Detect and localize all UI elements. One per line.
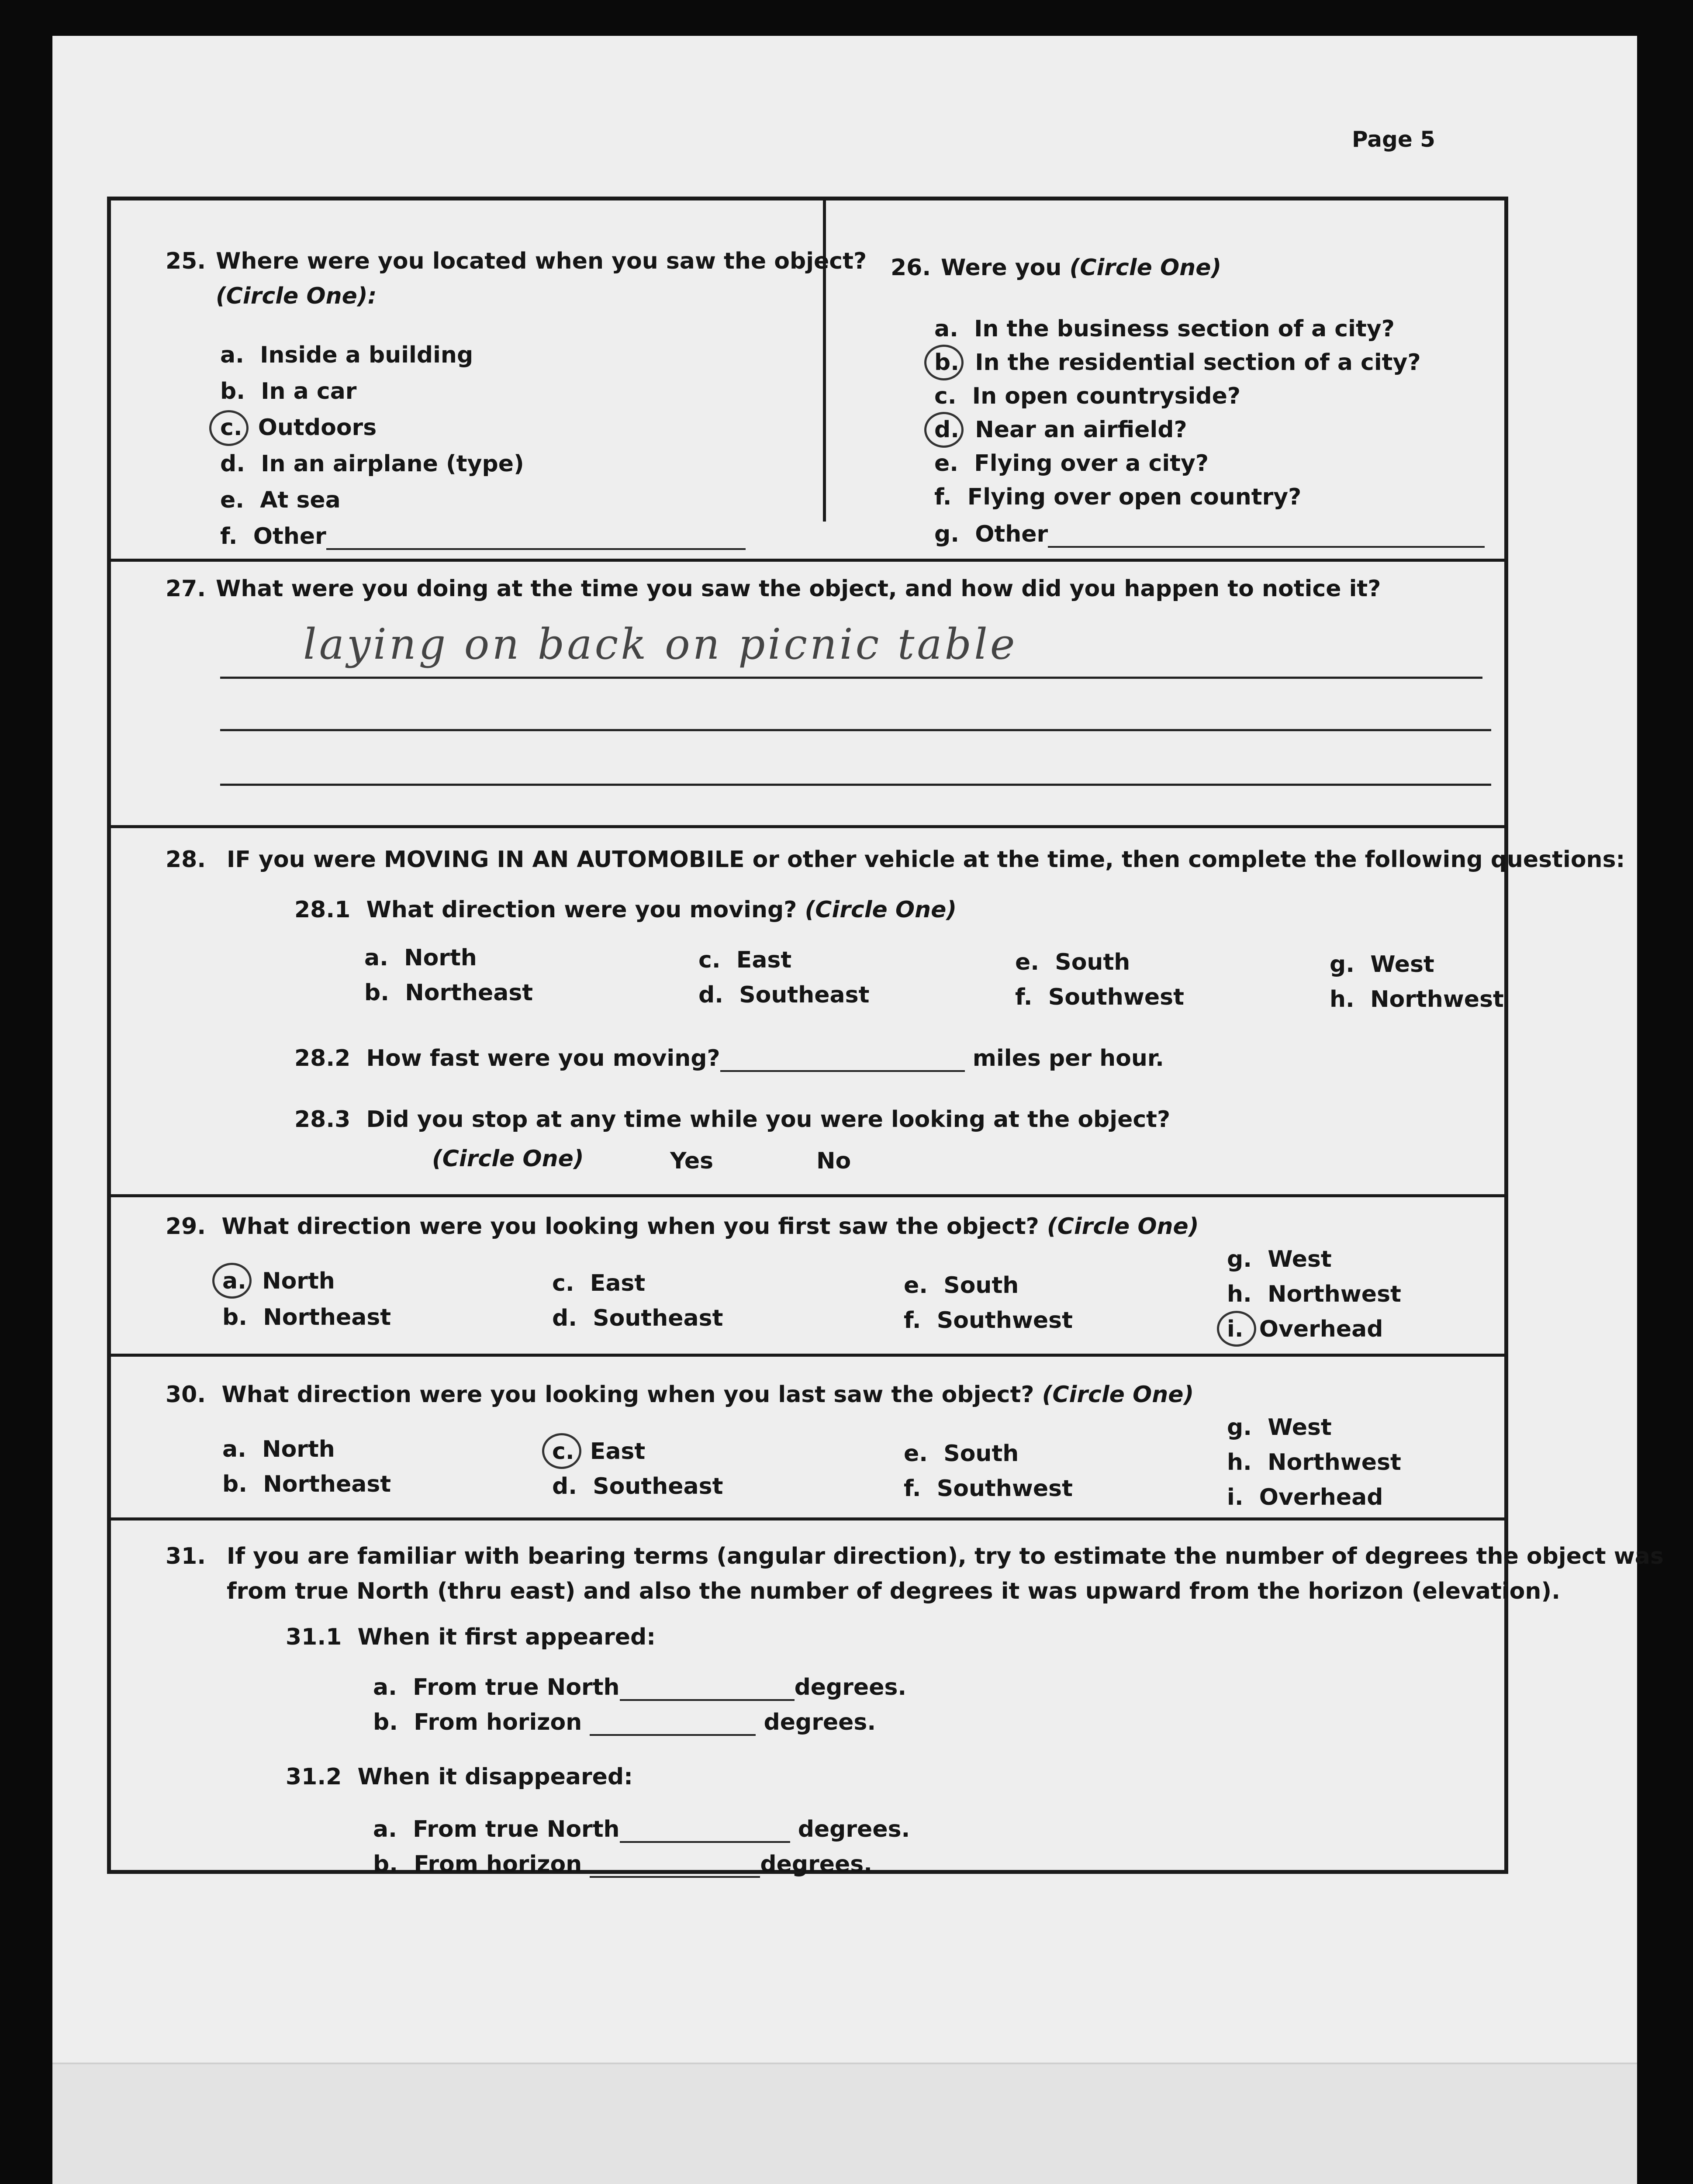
q28-3-row: 28.3 Did you stop at any time while you were looking at the object? bbox=[294, 1106, 1171, 1133]
q30-option-a[interactable]: a. North bbox=[222, 1436, 335, 1462]
q31-2-a-row: a. From true North degrees. bbox=[373, 1816, 910, 1842]
q26-number: 26. bbox=[891, 255, 931, 281]
q29-option-a[interactable]: a. North bbox=[222, 1268, 335, 1294]
q30-option-c[interactable]: c. East bbox=[552, 1438, 646, 1465]
q29-option-c[interactable]: c. East bbox=[552, 1270, 646, 1296]
q31-1-label: 31.1 When it first appeared: bbox=[286, 1624, 656, 1650]
q26-option-f[interactable]: f. Flying over open country? bbox=[934, 484, 1302, 510]
q28-1-option-h[interactable]: h. Northwest bbox=[1330, 986, 1504, 1013]
q28-3-no[interactable]: No bbox=[816, 1148, 851, 1174]
q31-2-north-blank[interactable] bbox=[620, 1819, 790, 1843]
circled-mark-q25-c bbox=[209, 410, 249, 446]
q26-heading: Were you (Circle One) bbox=[941, 255, 1222, 281]
q29-option-d[interactable]: d. Southeast bbox=[552, 1305, 723, 1331]
divider-30-31 bbox=[111, 1517, 1504, 1521]
q31-2-b-row: b. From horizon degrees. bbox=[373, 1851, 872, 1877]
divider-25-27 bbox=[111, 559, 1504, 562]
questionnaire-form bbox=[107, 197, 1664, 1877]
q25-instruction: (Circle One): bbox=[216, 283, 377, 309]
q26-other-blank[interactable] bbox=[1048, 524, 1485, 548]
circled-mark-q30-c bbox=[542, 1433, 581, 1469]
q25-option-f[interactable]: f. Other bbox=[220, 524, 746, 550]
q25-number: 25. bbox=[166, 248, 206, 274]
q29-option-b[interactable]: b. Northeast bbox=[222, 1304, 391, 1330]
divider-29-30 bbox=[111, 1354, 1504, 1357]
lower-sheet-edge bbox=[52, 2063, 1637, 2184]
q27-handwritten-answer: laying on back on picnic table bbox=[303, 620, 1018, 669]
q28-1-option-b[interactable]: b. Northeast bbox=[364, 980, 533, 1006]
q25-option-c[interactable]: c. Outdoors bbox=[220, 415, 377, 441]
q31-1-horizon-blank[interactable] bbox=[590, 1712, 756, 1736]
q31-question-line1: If you are familiar with bearing terms (angular direction), try to estimate the number of degrees the object was bbox=[227, 1543, 1664, 1569]
q25-other-blank[interactable] bbox=[326, 526, 746, 550]
q30-option-f[interactable]: f. Southwest bbox=[904, 1476, 1073, 1502]
q26-option-e[interactable]: e. Flying over a city? bbox=[934, 450, 1209, 477]
q29-option-f[interactable]: f. Southwest bbox=[904, 1307, 1073, 1334]
divider-27-28 bbox=[111, 825, 1504, 828]
q29-option-h[interactable]: h. Northwest bbox=[1227, 1281, 1401, 1307]
q31-2-label: 31.2 When it disappeared: bbox=[286, 1764, 633, 1790]
q28-3-instruction: (Circle One) bbox=[432, 1146, 584, 1172]
q25-option-a[interactable]: a. Inside a building bbox=[220, 342, 473, 368]
q31-number: 31. bbox=[166, 1543, 206, 1569]
q25-option-e[interactable]: e. At sea bbox=[220, 487, 341, 513]
q27-question: What were you doing at the time you saw the object, and how did you happen to notice it? bbox=[216, 576, 1381, 602]
q26-option-d[interactable]: d. Near an airfield? bbox=[934, 417, 1187, 443]
q28-1-option-d[interactable]: d. Southeast bbox=[698, 982, 870, 1008]
q26-option-b[interactable]: b. In the residential section of a city? bbox=[934, 349, 1421, 376]
q28-1-option-f[interactable]: f. Southwest bbox=[1015, 984, 1184, 1010]
q26-option-a[interactable]: a. In the business section of a city? bbox=[934, 316, 1395, 342]
q31-2-horizon-blank[interactable] bbox=[590, 1854, 760, 1878]
q29-heading: 29. What direction were you looking when you first saw the object? (Circle One) bbox=[166, 1213, 1199, 1240]
q28-1-heading: 28.1 What direction were you moving? (Circle One) bbox=[294, 897, 957, 923]
q30-option-e[interactable]: e. South bbox=[904, 1441, 1019, 1467]
q31-1-b-row: b. From horizon degrees. bbox=[373, 1709, 876, 1735]
q30-option-h[interactable]: h. Northwest bbox=[1227, 1449, 1401, 1476]
circled-mark-q29-a bbox=[212, 1263, 252, 1299]
q28-2-row: 28.2 How fast were you moving? miles per hour. bbox=[294, 1045, 1164, 1071]
q28-2-speed-blank[interactable] bbox=[720, 1048, 965, 1072]
q26-option-c[interactable]: c. In open countryside? bbox=[934, 383, 1241, 409]
circled-mark-q26-b bbox=[924, 345, 964, 380]
divider-28-29 bbox=[111, 1194, 1504, 1197]
q30-heading: 30. What direction were you looking when you last saw the object? (Circle One) bbox=[166, 1382, 1194, 1408]
q31-question-line2: from true North (thru east) and also the number of degrees it was upward from the horizon (elevation). bbox=[227, 1578, 1560, 1604]
q31-1-north-blank[interactable] bbox=[620, 1677, 795, 1701]
q29-option-g[interactable]: g. West bbox=[1227, 1246, 1332, 1272]
circled-mark-q26-d bbox=[924, 412, 964, 448]
q27-answer-line-1[interactable] bbox=[220, 677, 1482, 679]
q28-1-option-e[interactable]: e. South bbox=[1015, 949, 1130, 975]
q30-option-b[interactable]: b. Northeast bbox=[222, 1471, 391, 1497]
q28-number: 28. bbox=[166, 847, 206, 873]
q30-option-g[interactable]: g. West bbox=[1227, 1414, 1332, 1441]
q30-option-d[interactable]: d. Southeast bbox=[552, 1473, 723, 1500]
page-number: Page 5 bbox=[1352, 127, 1435, 152]
q27-answer-line-2[interactable] bbox=[220, 729, 1491, 731]
q26-option-g[interactable]: g. Other bbox=[934, 522, 1485, 548]
q31-1-a-row: a. From true North degrees. bbox=[373, 1674, 907, 1700]
q27-answer-line-3[interactable] bbox=[220, 784, 1491, 786]
q27-number: 27. bbox=[166, 576, 206, 602]
circled-mark-q29-i bbox=[1217, 1311, 1256, 1347]
q29-option-e[interactable]: e. South bbox=[904, 1272, 1019, 1299]
q29-option-i[interactable]: i. Overhead bbox=[1227, 1316, 1383, 1342]
q28-1-option-g[interactable]: g. West bbox=[1330, 951, 1434, 978]
q25-question: Where were you located when you saw the object? bbox=[216, 248, 867, 274]
q25-option-b[interactable]: b. In a car bbox=[220, 378, 357, 404]
q28-1-option-c[interactable]: c. East bbox=[698, 947, 792, 973]
q28-3-yes[interactable]: Yes bbox=[670, 1148, 714, 1174]
q30-option-i[interactable]: i. Overhead bbox=[1227, 1484, 1383, 1510]
q25-option-d[interactable]: d. In an airplane (type) bbox=[220, 451, 524, 477]
q28-1-option-a[interactable]: a. North bbox=[364, 945, 477, 971]
q28-question: IF you were MOVING IN AN AUTOMOBILE or other vehicle at the time, then complete the following questions: bbox=[227, 847, 1625, 873]
